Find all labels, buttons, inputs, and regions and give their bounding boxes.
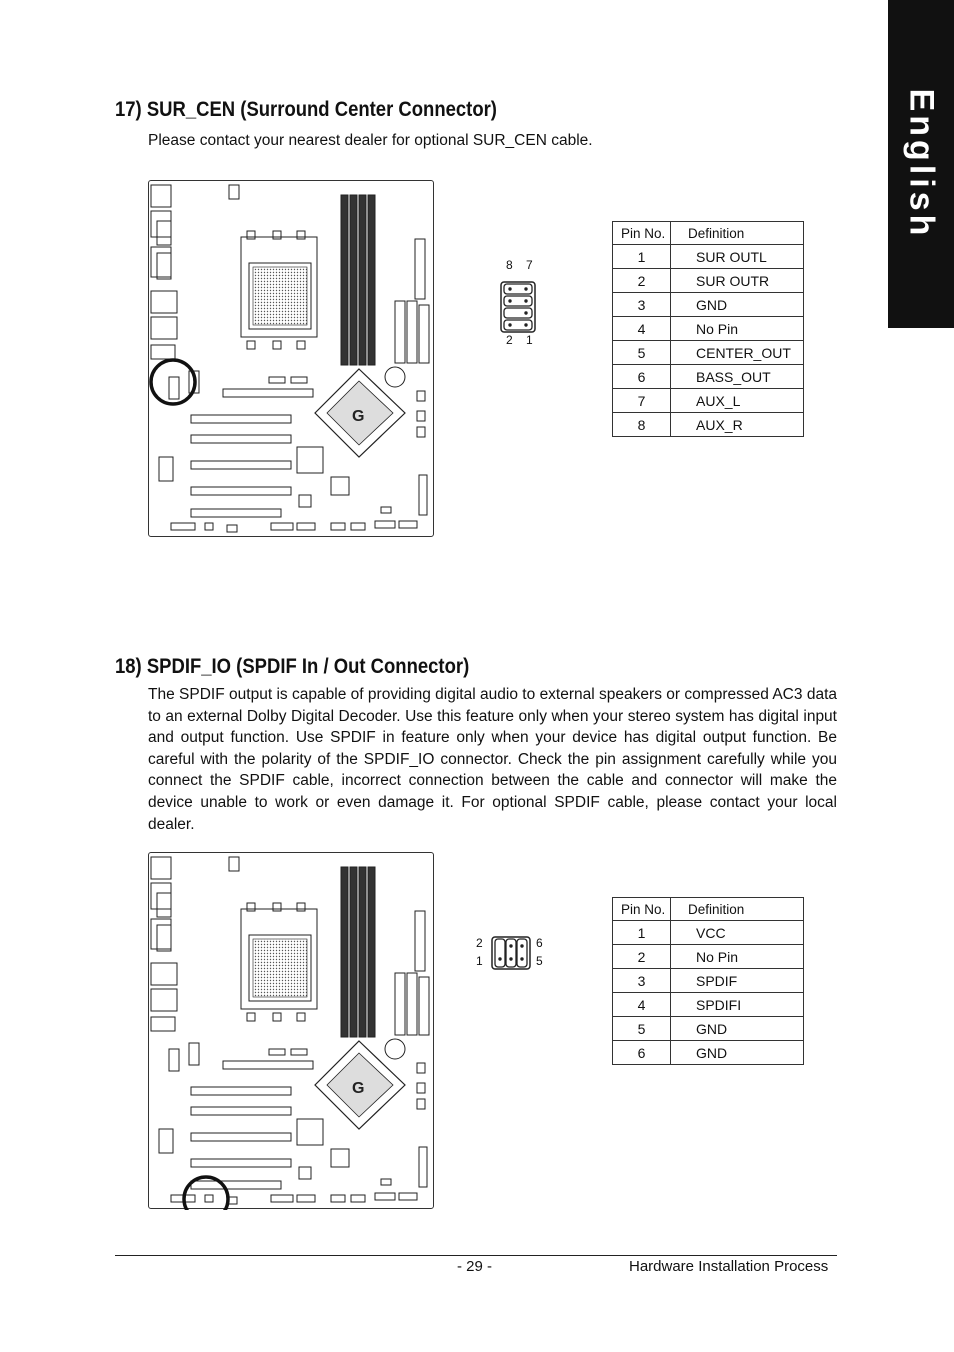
pin-definition-cell: BASS_OUT [671,365,804,389]
pin-definition-cell: GND [671,293,804,317]
table-row [613,389,804,413]
table-header-row [613,898,804,921]
pin-definition-cell: AUX_L [671,389,804,413]
section-18-title: 18) SPDIF_IO (SPDIF In / Out Connector) [115,655,470,678]
motherboard-layout-icon [149,853,435,1210]
pin-definition-cell: VCC [671,921,804,945]
table-row [613,413,804,437]
section-17-text: Please contact your nearest dealer for optional SUR_CEN cable. [148,132,593,149]
section-17-title: 17) SUR_CEN (Surround Center Connector) [115,98,497,121]
header-pin-no: Pin No. [613,898,671,921]
table-row [613,341,804,365]
table-header-row [613,222,804,245]
pin-definition-cell: No Pin [671,945,804,969]
table-row [613,921,804,945]
pin-number-cell: 1 [613,921,671,945]
pin-definition-cell: No Pin [671,317,804,341]
pin-definition-cell: CENTER_OUT [671,341,804,365]
section-18-text: The SPDIF output is capable of providing digital audio to external speakers or compressed AC3 data to an external Dolby Digital Decoder. Use this feature only when your stereo system has digital input and output function. Use SPDIF in feature only when your device has digital output function. Be careful with the polarity of the SPDIF_IO connector. Check the pin assignment carefully while you connect the SPDIF cable, incorrect connection between the cable and connector will make the device unable to work or even damage it. For optional SPDIF cable, please contact your local dealer. [148,686,837,833]
pin-number-cell: 6 [613,1041,671,1065]
spdif-pin-diagram [474,934,554,974]
table-row [613,969,804,993]
pin-number-cell: 2 [613,269,671,293]
pin-definition-cell: GND [671,1041,804,1065]
language-tab-label: English [902,88,941,240]
pin-number-cell: 5 [613,1017,671,1041]
pin-number-cell: 1 [613,245,671,269]
pin-number-cell: 4 [613,993,671,1017]
pin-definition-cell: SUR OUTL [671,245,804,269]
pin-number-cell: 7 [613,389,671,413]
svg-text:G: G [352,1080,365,1097]
pin-label-8: 8 [506,258,513,272]
pin-label-1: 1 [526,333,533,347]
sur-cen-pin-diagram [496,258,546,348]
table-row [613,365,804,389]
pin-number-cell: 2 [613,945,671,969]
pin-number-cell: 5 [613,341,671,365]
pin-definition-cell: GND [671,1017,804,1041]
sur-cen-header-icon [496,278,546,338]
header-definition: Definition [671,222,804,245]
pin-label-1: 1 [476,954,483,968]
spdif-header-icon [490,934,534,974]
pin-definition-cell: SPDIFI [671,993,804,1017]
pin-number-cell: 3 [613,293,671,317]
pin-label-7: 7 [526,258,533,272]
svg-text:G: G [352,408,365,425]
table-row [613,269,804,293]
sur-cen-pin-table [612,221,804,437]
motherboard-diagram-17 [148,180,434,537]
table-row [613,993,804,1017]
pin-number-cell: 3 [613,969,671,993]
pin-label-5: 5 [536,954,543,968]
motherboard-diagram-18 [148,852,434,1209]
header-definition: Definition [671,898,804,921]
table-row [613,245,804,269]
pin-number-cell: 8 [613,413,671,437]
pin-label-6: 6 [536,936,543,950]
pin-number-cell: 4 [613,317,671,341]
footer-rule [115,1255,837,1256]
table-row [613,317,804,341]
language-tab [888,0,954,328]
header-pin-no: Pin No. [613,222,671,245]
pin-definition-cell: SUR OUTR [671,269,804,293]
pin-definition-cell: AUX_R [671,413,804,437]
table-row [613,293,804,317]
table-row [613,945,804,969]
table-row [613,1017,804,1041]
spdif-pin-table [612,897,804,1065]
motherboard-layout-icon [149,181,435,538]
table-row [613,1041,804,1065]
pin-definition-cell: SPDIF [671,969,804,993]
pin-number-cell: 6 [613,365,671,389]
pin-label-2: 2 [506,333,513,347]
pin-label-2: 2 [476,936,483,950]
chapter-title: Hardware Installation Process [629,1258,829,1275]
page-number: - 29 - [457,1258,493,1275]
